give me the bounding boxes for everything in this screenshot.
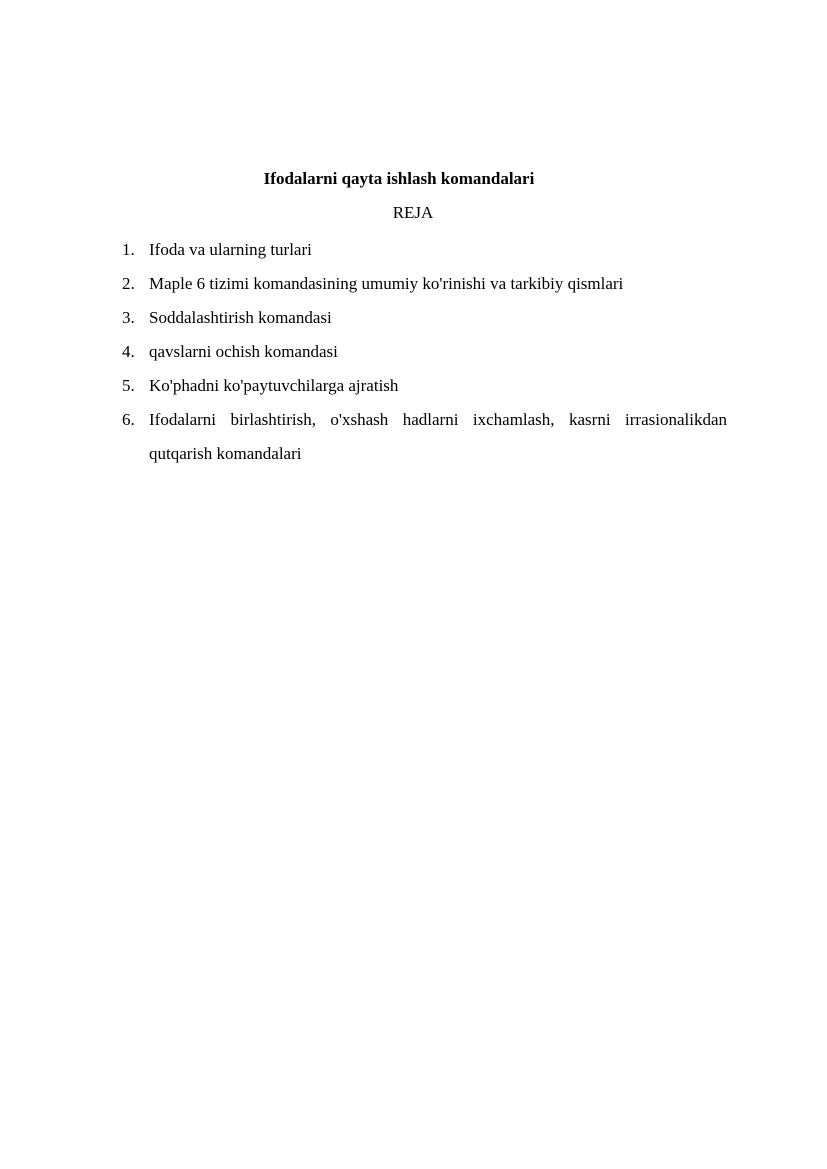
plan-item-text: qavslarni ochish komandasi (149, 342, 338, 361)
plan-item-number: 2. (122, 274, 135, 293)
plan-item-text: Ifodalarni birlashtirish, o'xshash hadlarni ixchamlash, kasrni irrasionalikdan qutqarish komandalari (149, 410, 727, 463)
plan-item (122, 267, 727, 301)
plan-item-text: Maple 6 tizimi komandasining umumiy ko'rinishi va tarkibiy qismlari (149, 274, 624, 293)
plan-item-number: 4. (122, 342, 135, 361)
plan-list (122, 233, 727, 471)
plan-item-number: 3. (122, 308, 135, 327)
plan-item (122, 335, 727, 369)
plan-item (122, 403, 727, 471)
plan-heading: REJA (392, 203, 434, 222)
plan-item (122, 301, 727, 335)
plan-item-text: Soddalashtirish komandasi (149, 308, 332, 327)
plan-item-text: Ifoda va ularning turlari (149, 240, 312, 259)
plan-item-number: 6. (122, 410, 135, 429)
plan-item-number: 5. (122, 376, 135, 395)
document-title (100, 168, 726, 190)
plan-item-number: 1. (122, 240, 135, 259)
plan-item (122, 233, 727, 267)
document-title-text: Ifodalarni qayta ishlash komandalari (263, 169, 535, 188)
plan-item (122, 369, 727, 403)
plan-item-text: Ko'phadni ko'paytuvchilarga ajratish (149, 376, 399, 395)
